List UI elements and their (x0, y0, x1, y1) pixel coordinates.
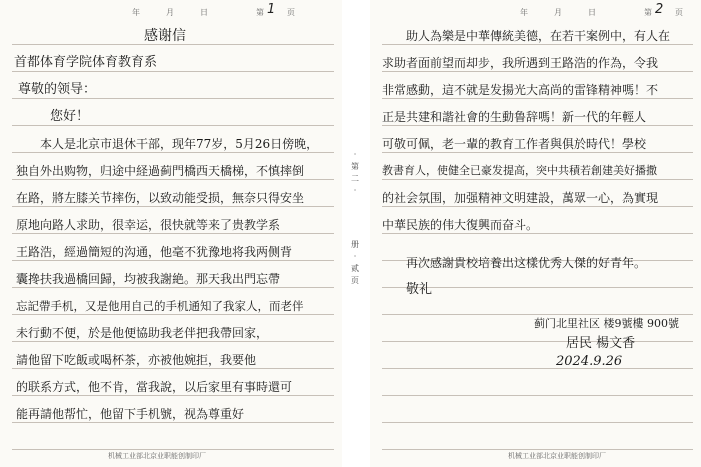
letter-line: 的联系方式，他不肯，當我說，以后家里有事時還可 (16, 380, 293, 394)
ruled-line (12, 449, 334, 450)
letter-line: 原地向路人求助，很幸运，很快就等来了贵教学系 (16, 218, 281, 232)
ruled-line (12, 152, 334, 153)
ruled-line (12, 395, 334, 396)
header-month-label: 月 (554, 8, 562, 17)
ruled-line (12, 314, 334, 315)
header-day-label: 日 (588, 8, 596, 17)
header-year-label: 年 (520, 8, 528, 17)
letter-line: 教書育人，使健全已豪发提高，突中共積若創建美好播撒 (382, 164, 657, 177)
ruled-line (12, 422, 334, 423)
letter-line: 非常感動，這不就是发揚光大高尚的雷锋精神嗎！不 (382, 83, 659, 97)
binding-gutter (342, 0, 370, 467)
letter-line: 中華民族的伟大復興而奋斗。 (382, 218, 539, 232)
letter-line: 王路浩，經過簡短的沟通，他毫不犹豫地将我两侧背 (16, 245, 293, 259)
ruled-line (382, 44, 693, 45)
letter-line: 助人為樂是中華傳統美德，在若干案例中，有人在 (406, 29, 671, 43)
letter-line: 本人是北京市退休干部，现年77岁，5月26日傍晚， (40, 137, 319, 151)
ruled-line (382, 233, 693, 234)
gutter-mark: 册 (351, 240, 359, 249)
ruled-line (382, 98, 693, 99)
ruled-line (12, 71, 334, 72)
ruled-line (12, 179, 334, 180)
letter-closing: 敬礼 (406, 282, 433, 297)
gutter-mark: 贰 (351, 264, 359, 273)
ruled-line (12, 341, 334, 342)
gutter-mark: 页 (351, 276, 359, 285)
letter-recipient: 首都体育学院体育教育系 (14, 55, 158, 70)
ruled-line (382, 341, 693, 342)
header-no-label: 第 (644, 8, 652, 17)
ruled-line (382, 71, 693, 72)
ruled-line (382, 152, 693, 153)
letter-greeting: 您好！ (50, 109, 90, 124)
gutter-mark: 第 (351, 162, 359, 171)
letter-line: 忘記帶手机，又是他用自己的手机通知了我家人，而老伴 (16, 299, 304, 313)
ruled-line (12, 233, 334, 234)
letter-date: 2024.9.26 (556, 354, 623, 369)
sender-name: 居民 楊文香 (566, 336, 636, 351)
letter-line: 未行動不便，於是他便協助我老伴把我帶回家， (16, 326, 269, 340)
header-page-label: 页 (287, 8, 295, 17)
ruled-line (12, 44, 334, 45)
page-footer: 机械工业部北京业职能创制印厂 (108, 452, 206, 460)
letter-page-2 (370, 0, 701, 467)
letter-salutation: 尊敬的领导： (18, 82, 97, 97)
ruled-line (382, 368, 693, 369)
page-number: 1 (267, 2, 276, 17)
letter-line: 囊搀扶我過橋回歸，均被我謝絶。那天我出門忘帶 (16, 272, 281, 286)
letter-line: 再次感謝貴校培養出这樣优秀人傑的好青年。 (406, 256, 647, 270)
ruled-line (382, 206, 693, 207)
page-header (0, 2, 342, 25)
ruled-line (382, 422, 693, 423)
letter-line: 的社会氛围，加强精神文明建設，萬眾一心，為實現 (382, 191, 659, 205)
ruled-line (12, 368, 334, 369)
ruled-line (12, 287, 334, 288)
letter-title: 感谢信 (144, 28, 186, 44)
sender-address: 蓟门北里社区 楼9號樓 900號 (534, 317, 679, 330)
page-footer: 机械工业部北京业职能创制印厂 (508, 452, 606, 460)
page-number: 2 (655, 2, 664, 17)
header-day-label: 日 (200, 8, 208, 17)
letter-page-1 (0, 0, 342, 467)
ruled-line (382, 179, 693, 180)
gutter-mark: · (353, 150, 357, 159)
letter-line: 在路，將左膝关节摔伤，以致动能受损，無奈只得安坐 (16, 191, 305, 205)
gutter-mark: · (353, 252, 357, 261)
letter-line: 能再請他帮忙，他留下手机號，视為尊重好 (16, 407, 245, 421)
ruled-line (12, 260, 334, 261)
letter-line: 可敬可佩，老一輩的教育工作者與俱於時代！學校 (382, 137, 647, 151)
ruled-line (12, 98, 334, 99)
page-header (370, 2, 701, 25)
gutter-mark: · (353, 186, 357, 195)
header-no-label: 第 (256, 8, 264, 17)
letter-line: 正是共建和諧社會的生動鲁辞嗎！新一代的年輕人 (382, 110, 647, 124)
ruled-line (12, 125, 334, 126)
gutter-mark: 二 (351, 174, 359, 183)
letter-line: 独自外出购物，归途中経過蓟門橋西天橋梯，不慎摔倒 (16, 164, 305, 178)
ruled-line (12, 206, 334, 207)
header-month-label: 月 (166, 8, 174, 17)
header-page-label: 页 (675, 8, 683, 17)
ruled-line (382, 449, 693, 450)
letter-line: 請他留下吃飯或喝杯茶，亦被他婉拒，我要他 (16, 353, 257, 367)
header-year-label: 年 (132, 8, 140, 17)
ruled-line (382, 395, 693, 396)
letter-line: 求助者面前望而却步，我所遇到王路浩的作為，令我 (382, 56, 659, 70)
ruled-line (382, 314, 693, 315)
ruled-line (382, 125, 693, 126)
